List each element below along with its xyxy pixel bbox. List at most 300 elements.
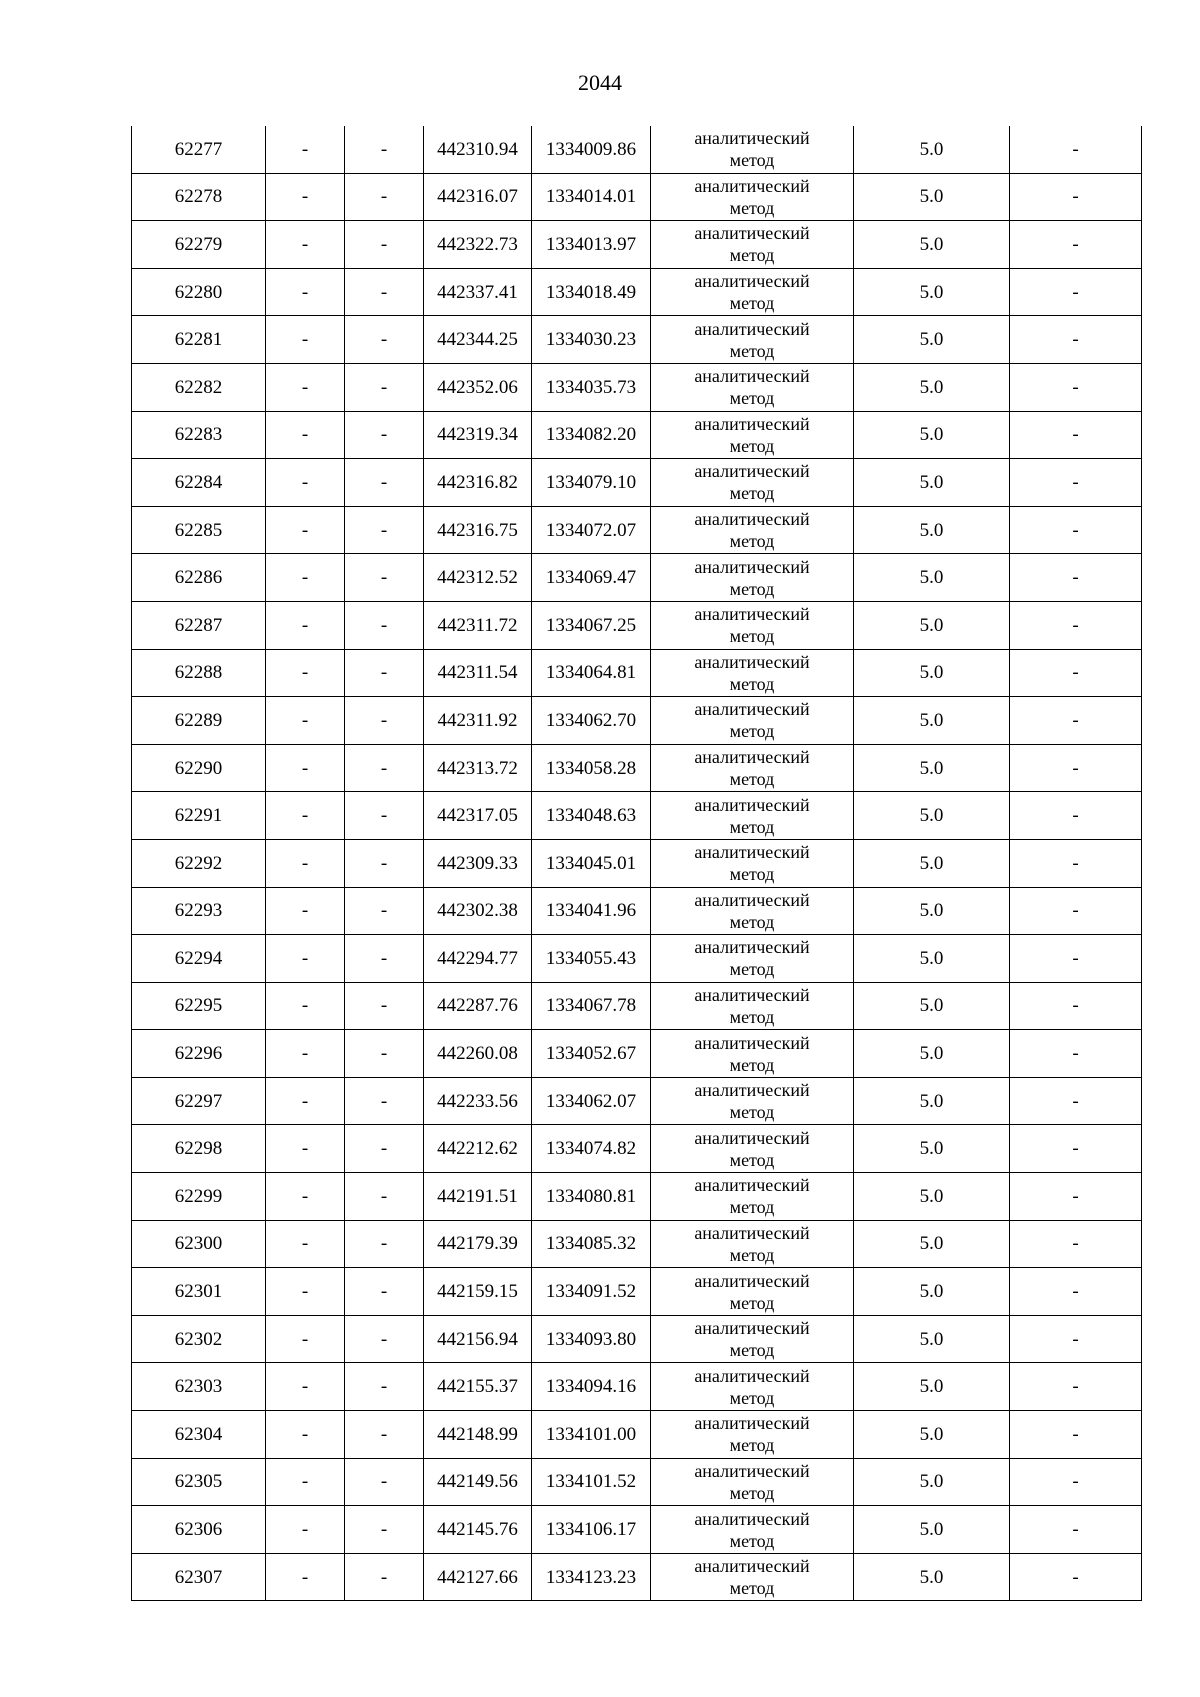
method-line-1: аналитический xyxy=(694,1080,810,1101)
table-row xyxy=(132,1220,1142,1268)
empty-cell: - xyxy=(345,1125,424,1173)
empty-cell: - xyxy=(1010,1411,1142,1459)
table-row xyxy=(132,1125,1142,1173)
point-number-cell: 62299 xyxy=(132,1173,266,1221)
x-coordinate-cell: 442352.06 xyxy=(424,363,532,411)
method-cell xyxy=(651,792,854,840)
empty-cell: - xyxy=(266,1030,345,1078)
empty-cell: - xyxy=(266,1506,345,1554)
empty-cell: - xyxy=(266,649,345,697)
table-row xyxy=(132,459,1142,507)
empty-cell: - xyxy=(1010,1220,1142,1268)
empty-cell: - xyxy=(266,697,345,745)
empty-cell: - xyxy=(1010,1173,1142,1221)
empty-cell: - xyxy=(1010,221,1142,269)
method-cell xyxy=(651,459,854,507)
table-row xyxy=(132,1077,1142,1125)
accuracy-cell: 5.0 xyxy=(854,935,1010,983)
empty-cell: - xyxy=(266,1173,345,1221)
method-line-1: аналитический xyxy=(694,1175,810,1196)
empty-cell: - xyxy=(345,1173,424,1221)
table-row xyxy=(132,506,1142,554)
point-number-cell: 62277 xyxy=(132,126,266,173)
empty-cell: - xyxy=(266,221,345,269)
method-line-2: метод xyxy=(729,1530,775,1551)
empty-cell: - xyxy=(266,363,345,411)
x-coordinate-cell: 442148.99 xyxy=(424,1411,532,1459)
empty-cell: - xyxy=(345,887,424,935)
accuracy-cell: 5.0 xyxy=(854,221,1010,269)
accuracy-cell: 5.0 xyxy=(854,744,1010,792)
method-line-1: аналитический xyxy=(694,1032,810,1053)
empty-cell: - xyxy=(266,1125,345,1173)
table-row xyxy=(132,316,1142,364)
x-coordinate-cell: 442156.94 xyxy=(424,1315,532,1363)
y-coordinate-cell: 1334014.01 xyxy=(532,173,651,221)
method-cell xyxy=(651,1077,854,1125)
empty-cell: - xyxy=(266,268,345,316)
table-row xyxy=(132,363,1142,411)
method-line-2: метод xyxy=(729,864,775,885)
accuracy-cell: 5.0 xyxy=(854,1553,1010,1601)
empty-cell: - xyxy=(266,935,345,983)
accuracy-cell: 5.0 xyxy=(854,506,1010,554)
table-row xyxy=(132,839,1142,887)
empty-cell: - xyxy=(1010,1315,1142,1363)
empty-cell: - xyxy=(1010,839,1142,887)
y-coordinate-cell: 1334079.10 xyxy=(532,459,651,507)
empty-cell: - xyxy=(266,126,345,173)
method-cell xyxy=(651,649,854,697)
accuracy-cell: 5.0 xyxy=(854,1506,1010,1554)
y-coordinate-cell: 1334080.81 xyxy=(532,1173,651,1221)
accuracy-cell: 5.0 xyxy=(854,268,1010,316)
method-line-2: метод xyxy=(729,1149,775,1170)
x-coordinate-cell: 442313.72 xyxy=(424,744,532,792)
method-line-1: аналитический xyxy=(694,509,810,530)
method-line-2: метод xyxy=(729,769,775,790)
table-row xyxy=(132,1363,1142,1411)
method-line-1: аналитический xyxy=(694,794,810,815)
empty-cell: - xyxy=(1010,697,1142,745)
empty-cell: - xyxy=(1010,506,1142,554)
method-line-2: метод xyxy=(729,1244,775,1265)
table-row xyxy=(132,1315,1142,1363)
x-coordinate-cell: 442302.38 xyxy=(424,887,532,935)
table-row xyxy=(132,411,1142,459)
y-coordinate-cell: 1334072.07 xyxy=(532,506,651,554)
y-coordinate-cell: 1334101.52 xyxy=(532,1458,651,1506)
method-line-1: аналитический xyxy=(694,1318,810,1339)
table-row xyxy=(132,649,1142,697)
method-line-1: аналитический xyxy=(694,1508,810,1529)
empty-cell: - xyxy=(345,1411,424,1459)
method-line-1: аналитический xyxy=(694,1270,810,1291)
method-line-1: аналитический xyxy=(694,1413,810,1434)
empty-cell: - xyxy=(266,1077,345,1125)
empty-cell: - xyxy=(1010,1125,1142,1173)
accuracy-cell: 5.0 xyxy=(854,649,1010,697)
point-number-cell: 62280 xyxy=(132,268,266,316)
table-row xyxy=(132,744,1142,792)
y-coordinate-cell: 1334074.82 xyxy=(532,1125,651,1173)
method-cell xyxy=(651,1173,854,1221)
method-line-2: метод xyxy=(729,1102,775,1123)
method-line-1: аналитический xyxy=(694,842,810,863)
empty-cell: - xyxy=(345,792,424,840)
x-coordinate-cell: 442155.37 xyxy=(424,1363,532,1411)
method-line-1: аналитический xyxy=(694,175,810,196)
accuracy-cell: 5.0 xyxy=(854,316,1010,364)
point-number-cell: 62295 xyxy=(132,982,266,1030)
empty-cell: - xyxy=(266,173,345,221)
empty-cell: - xyxy=(345,601,424,649)
empty-cell: - xyxy=(345,554,424,602)
x-coordinate-cell: 442310.94 xyxy=(424,126,532,173)
method-cell xyxy=(651,316,854,364)
point-number-cell: 62292 xyxy=(132,839,266,887)
y-coordinate-cell: 1334085.32 xyxy=(532,1220,651,1268)
table-row xyxy=(132,268,1142,316)
empty-cell: - xyxy=(1010,601,1142,649)
empty-cell: - xyxy=(345,839,424,887)
point-number-cell: 62282 xyxy=(132,363,266,411)
y-coordinate-cell: 1334018.49 xyxy=(532,268,651,316)
empty-cell: - xyxy=(1010,649,1142,697)
x-coordinate-cell: 442287.76 xyxy=(424,982,532,1030)
y-coordinate-cell: 1334045.01 xyxy=(532,839,651,887)
y-coordinate-cell: 1334123.23 xyxy=(532,1553,651,1601)
table-row xyxy=(132,1173,1142,1221)
x-coordinate-cell: 442233.56 xyxy=(424,1077,532,1125)
accuracy-cell: 5.0 xyxy=(854,1363,1010,1411)
method-line-1: аналитический xyxy=(694,937,810,958)
accuracy-cell: 5.0 xyxy=(854,459,1010,507)
empty-cell: - xyxy=(345,744,424,792)
x-coordinate-cell: 442337.41 xyxy=(424,268,532,316)
method-cell xyxy=(651,1268,854,1316)
y-coordinate-cell: 1334055.43 xyxy=(532,935,651,983)
empty-cell: - xyxy=(1010,316,1142,364)
y-coordinate-cell: 1334052.67 xyxy=(532,1030,651,1078)
x-coordinate-cell: 442316.07 xyxy=(424,173,532,221)
x-coordinate-cell: 442319.34 xyxy=(424,411,532,459)
method-cell xyxy=(651,1411,854,1459)
point-number-cell: 62286 xyxy=(132,554,266,602)
empty-cell: - xyxy=(266,839,345,887)
y-coordinate-cell: 1334082.20 xyxy=(532,411,651,459)
accuracy-cell: 5.0 xyxy=(854,1411,1010,1459)
method-line-2: метод xyxy=(729,245,775,266)
accuracy-cell: 5.0 xyxy=(854,1077,1010,1125)
y-coordinate-cell: 1334067.78 xyxy=(532,982,651,1030)
empty-cell: - xyxy=(1010,935,1142,983)
point-number-cell: 62284 xyxy=(132,459,266,507)
method-line-1: аналитический xyxy=(694,318,810,339)
x-coordinate-cell: 442317.05 xyxy=(424,792,532,840)
y-coordinate-cell: 1334041.96 xyxy=(532,887,651,935)
method-cell xyxy=(651,1030,854,1078)
method-cell xyxy=(651,411,854,459)
y-coordinate-cell: 1334030.23 xyxy=(532,316,651,364)
point-number-cell: 62294 xyxy=(132,935,266,983)
accuracy-cell: 5.0 xyxy=(854,1030,1010,1078)
y-coordinate-cell: 1334091.52 xyxy=(532,1268,651,1316)
empty-cell: - xyxy=(345,982,424,1030)
method-line-2: метод xyxy=(729,1292,775,1313)
accuracy-cell: 5.0 xyxy=(854,1125,1010,1173)
method-cell xyxy=(651,1363,854,1411)
accuracy-cell: 5.0 xyxy=(854,363,1010,411)
y-coordinate-cell: 1334062.07 xyxy=(532,1077,651,1125)
x-coordinate-cell: 442294.77 xyxy=(424,935,532,983)
method-line-2: метод xyxy=(729,1578,775,1599)
point-number-cell: 62293 xyxy=(132,887,266,935)
empty-cell: - xyxy=(345,1315,424,1363)
empty-cell: - xyxy=(345,268,424,316)
table-row xyxy=(132,126,1142,173)
empty-cell: - xyxy=(266,982,345,1030)
method-line-1: аналитический xyxy=(694,223,810,244)
empty-cell: - xyxy=(266,601,345,649)
empty-cell: - xyxy=(1010,792,1142,840)
x-coordinate-cell: 442311.72 xyxy=(424,601,532,649)
method-cell xyxy=(651,363,854,411)
page-number: 2044 xyxy=(578,70,622,95)
method-line-1: аналитический xyxy=(694,1556,810,1577)
x-coordinate-cell: 442311.54 xyxy=(424,649,532,697)
point-number-cell: 62290 xyxy=(132,744,266,792)
method-line-2: метод xyxy=(729,435,775,456)
point-number-cell: 62304 xyxy=(132,1411,266,1459)
empty-cell: - xyxy=(345,126,424,173)
method-line-1: аналитический xyxy=(694,699,810,720)
method-line-2: метод xyxy=(729,1435,775,1456)
method-cell xyxy=(651,506,854,554)
method-line-2: метод xyxy=(729,293,775,314)
table-row xyxy=(132,173,1142,221)
empty-cell: - xyxy=(266,1315,345,1363)
method-cell xyxy=(651,1220,854,1268)
method-line-2: метод xyxy=(729,721,775,742)
empty-cell: - xyxy=(345,1458,424,1506)
y-coordinate-cell: 1334106.17 xyxy=(532,1506,651,1554)
point-number-cell: 62278 xyxy=(132,173,266,221)
empty-cell: - xyxy=(266,1268,345,1316)
y-coordinate-cell: 1334069.47 xyxy=(532,554,651,602)
method-line-2: метод xyxy=(729,1197,775,1218)
accuracy-cell: 5.0 xyxy=(854,887,1010,935)
empty-cell: - xyxy=(345,1268,424,1316)
empty-cell: - xyxy=(1010,268,1142,316)
method-line-2: метод xyxy=(729,578,775,599)
method-line-2: метод xyxy=(729,483,775,504)
point-number-cell: 62288 xyxy=(132,649,266,697)
method-line-1: аналитический xyxy=(694,747,810,768)
x-coordinate-cell: 442344.25 xyxy=(424,316,532,364)
empty-cell: - xyxy=(1010,459,1142,507)
y-coordinate-cell: 1334101.00 xyxy=(532,1411,651,1459)
empty-cell: - xyxy=(266,1220,345,1268)
table-row xyxy=(132,935,1142,983)
accuracy-cell: 5.0 xyxy=(854,839,1010,887)
method-line-1: аналитический xyxy=(694,1222,810,1243)
method-line-1: аналитический xyxy=(694,604,810,625)
empty-cell: - xyxy=(266,792,345,840)
empty-cell: - xyxy=(345,459,424,507)
table-body xyxy=(132,126,1142,1601)
empty-cell: - xyxy=(266,1458,345,1506)
table-row xyxy=(132,1411,1142,1459)
empty-cell: - xyxy=(345,1030,424,1078)
method-line-1: аналитический xyxy=(694,128,810,149)
empty-cell: - xyxy=(345,1506,424,1554)
point-number-cell: 62291 xyxy=(132,792,266,840)
empty-cell: - xyxy=(266,1411,345,1459)
table-row xyxy=(132,697,1142,745)
table-row xyxy=(132,1506,1142,1554)
method-cell xyxy=(651,601,854,649)
x-coordinate-cell: 442149.56 xyxy=(424,1458,532,1506)
point-number-cell: 62289 xyxy=(132,697,266,745)
method-line-1: аналитический xyxy=(694,461,810,482)
point-number-cell: 62300 xyxy=(132,1220,266,1268)
method-cell xyxy=(651,935,854,983)
empty-cell: - xyxy=(266,1553,345,1601)
accuracy-cell: 5.0 xyxy=(854,126,1010,173)
empty-cell: - xyxy=(1010,126,1142,173)
table-row xyxy=(132,1553,1142,1601)
method-cell xyxy=(651,839,854,887)
empty-cell: - xyxy=(1010,887,1142,935)
empty-cell: - xyxy=(266,459,345,507)
y-coordinate-cell: 1334064.81 xyxy=(532,649,651,697)
empty-cell: - xyxy=(345,1077,424,1125)
y-coordinate-cell: 1334048.63 xyxy=(532,792,651,840)
empty-cell: - xyxy=(266,744,345,792)
method-line-2: метод xyxy=(729,197,775,218)
method-cell xyxy=(651,173,854,221)
point-number-cell: 62307 xyxy=(132,1553,266,1601)
empty-cell: - xyxy=(345,221,424,269)
point-number-cell: 62285 xyxy=(132,506,266,554)
coordinates-table xyxy=(131,126,1142,1601)
method-cell xyxy=(651,554,854,602)
empty-cell: - xyxy=(266,316,345,364)
point-number-cell: 62283 xyxy=(132,411,266,459)
empty-cell: - xyxy=(1010,744,1142,792)
x-coordinate-cell: 442145.76 xyxy=(424,1506,532,1554)
method-line-1: аналитический xyxy=(694,366,810,387)
accuracy-cell: 5.0 xyxy=(854,173,1010,221)
empty-cell: - xyxy=(1010,1077,1142,1125)
x-coordinate-cell: 442159.15 xyxy=(424,1268,532,1316)
point-number-cell: 62306 xyxy=(132,1506,266,1554)
y-coordinate-cell: 1334094.16 xyxy=(532,1363,651,1411)
method-cell xyxy=(651,697,854,745)
method-cell xyxy=(651,744,854,792)
method-line-2: метод xyxy=(729,673,775,694)
y-coordinate-cell: 1334013.97 xyxy=(532,221,651,269)
method-line-2: метод xyxy=(729,959,775,980)
table-row xyxy=(132,792,1142,840)
method-line-2: метод xyxy=(729,388,775,409)
method-line-2: метод xyxy=(729,626,775,647)
method-line-1: аналитический xyxy=(694,556,810,577)
accuracy-cell: 5.0 xyxy=(854,1173,1010,1221)
empty-cell: - xyxy=(266,411,345,459)
point-number-cell: 62297 xyxy=(132,1077,266,1125)
method-cell xyxy=(651,221,854,269)
empty-cell: - xyxy=(345,363,424,411)
empty-cell: - xyxy=(345,316,424,364)
point-number-cell: 62301 xyxy=(132,1268,266,1316)
x-coordinate-cell: 442191.51 xyxy=(424,1173,532,1221)
method-line-1: аналитический xyxy=(694,1365,810,1386)
method-cell xyxy=(651,1458,854,1506)
method-line-1: аналитический xyxy=(694,1127,810,1148)
table-row xyxy=(132,1458,1142,1506)
table-row xyxy=(132,221,1142,269)
method-line-2: метод xyxy=(729,911,775,932)
accuracy-cell: 5.0 xyxy=(854,411,1010,459)
point-number-cell: 62279 xyxy=(132,221,266,269)
table-row xyxy=(132,554,1142,602)
y-coordinate-cell: 1334062.70 xyxy=(532,697,651,745)
table-row xyxy=(132,887,1142,935)
point-number-cell: 62303 xyxy=(132,1363,266,1411)
y-coordinate-cell: 1334093.80 xyxy=(532,1315,651,1363)
table-row xyxy=(132,601,1142,649)
method-line-2: метод xyxy=(729,1387,775,1408)
empty-cell: - xyxy=(1010,411,1142,459)
method-line-2: метод xyxy=(729,1006,775,1027)
x-coordinate-cell: 442316.82 xyxy=(424,459,532,507)
point-number-cell: 62296 xyxy=(132,1030,266,1078)
empty-cell: - xyxy=(345,173,424,221)
accuracy-cell: 5.0 xyxy=(854,982,1010,1030)
point-number-cell: 62305 xyxy=(132,1458,266,1506)
accuracy-cell: 5.0 xyxy=(854,554,1010,602)
empty-cell: - xyxy=(266,506,345,554)
x-coordinate-cell: 442212.62 xyxy=(424,1125,532,1173)
method-line-2: метод xyxy=(729,1340,775,1361)
empty-cell: - xyxy=(1010,1458,1142,1506)
empty-cell: - xyxy=(345,697,424,745)
accuracy-cell: 5.0 xyxy=(854,1458,1010,1506)
empty-cell: - xyxy=(345,411,424,459)
point-number-cell: 62298 xyxy=(132,1125,266,1173)
accuracy-cell: 5.0 xyxy=(854,697,1010,745)
table-row xyxy=(132,982,1142,1030)
point-number-cell: 62287 xyxy=(132,601,266,649)
empty-cell: - xyxy=(345,506,424,554)
method-line-2: метод xyxy=(729,531,775,552)
x-coordinate-cell: 442127.66 xyxy=(424,1553,532,1601)
method-line-2: метод xyxy=(729,1482,775,1503)
method-line-2: метод xyxy=(729,1054,775,1075)
method-cell xyxy=(651,1125,854,1173)
empty-cell: - xyxy=(345,1363,424,1411)
table-row xyxy=(132,1030,1142,1078)
y-coordinate-cell: 1334058.28 xyxy=(532,744,651,792)
empty-cell: - xyxy=(345,1553,424,1601)
empty-cell: - xyxy=(1010,363,1142,411)
method-line-1: аналитический xyxy=(694,889,810,910)
table-row xyxy=(132,1268,1142,1316)
empty-cell: - xyxy=(345,1220,424,1268)
empty-cell: - xyxy=(345,649,424,697)
